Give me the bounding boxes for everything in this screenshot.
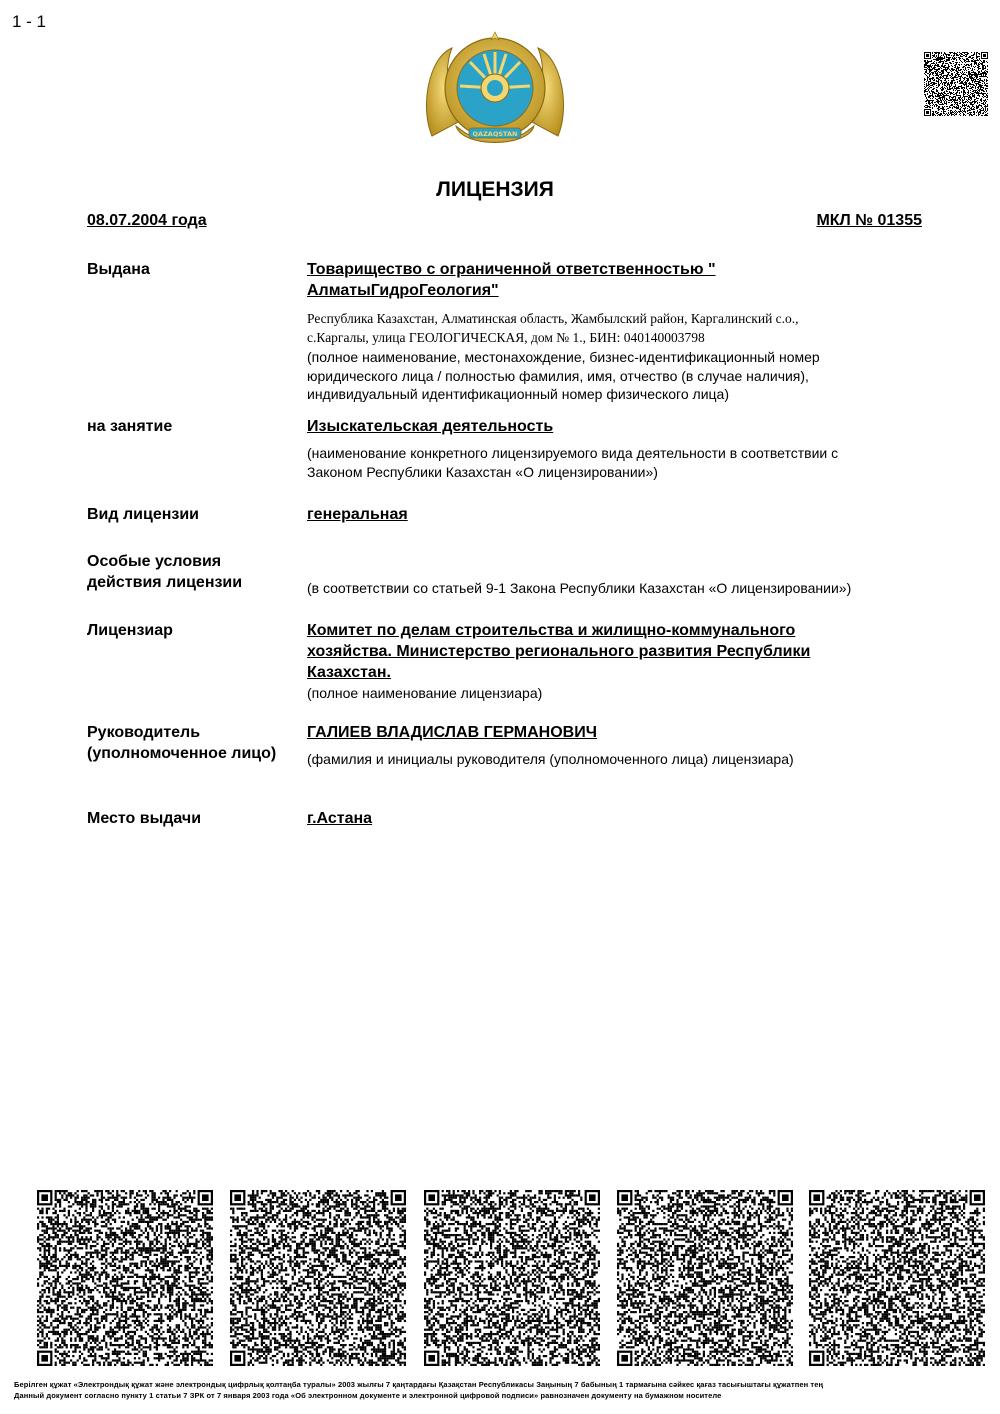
qr-code-icon — [230, 1190, 406, 1366]
activity-value: Изыскательская деятельность — [307, 418, 554, 435]
page-counter: 1 - 1 — [12, 12, 47, 31]
activity-note-line1: (наименование конкретного лицензируемого вида деятельности в соответствии с — [307, 445, 839, 461]
document-title: ЛИЦЕНЗИЯ — [436, 178, 554, 201]
head-value: ГАЛИЕВ ВЛАДИСЛАВ ГЕРМАНОВИЧ — [307, 724, 597, 741]
qr-code-icon — [809, 1190, 985, 1366]
special-conditions-label-line1: Особые условия — [87, 553, 222, 570]
licensor-value-line3: Казахстан. — [307, 664, 391, 681]
address-line1: Республика Казахстан, Алматинская область, Жамбылский район, Каргалинский с.о., — [307, 311, 799, 326]
licensor-value-line2: хозяйства. Министерство регионального развития Республики — [307, 643, 811, 660]
issued-to-value-line2: АлматыГидроГеология" — [307, 282, 499, 299]
issued-to-value-line1: Товарищество с ограниченной ответственностью " — [307, 261, 716, 278]
activity-note-line2: Законом Республики Казахстан «О лицензировании») — [307, 463, 658, 480]
license-number: МКЛ № 01355 — [816, 212, 922, 229]
special-conditions-label — [87, 551, 242, 593]
head-label-line2: (уполномоченное лицо) — [87, 745, 277, 762]
issue-date: 08.07.2004 года — [87, 212, 207, 229]
issued-to-note-line2: юридического лица / полностью фамилия, имя, отчество (в случае наличия), — [307, 367, 809, 384]
special-conditions-note: (в соответствии со статьей 9-1 Закона Республики Казахстан «О лицензировании») — [307, 580, 852, 596]
activity-label: на занятие — [87, 418, 173, 435]
footer-line-russian: Данный документ согласно пункту 1 статьи 7 ЗРК от 7 января 2003 года «Об электронном документе и электронной цифровой подписи» равнозначен документу на бумажном носителе — [14, 1391, 722, 1400]
qr-code-row — [37, 1190, 987, 1366]
license-type-label: Вид лицензии — [87, 506, 200, 523]
state-emblem-icon — [422, 28, 568, 156]
qr-code-icon — [924, 52, 988, 116]
issued-to-address — [307, 309, 917, 347]
special-conditions-label-line2: действия лицензии — [87, 574, 243, 591]
qr-code-icon — [37, 1190, 213, 1366]
qr-code-icon — [617, 1190, 793, 1366]
place-value: г.Астана — [307, 810, 373, 827]
licensor-value — [307, 620, 907, 683]
issued-to-note-line3: индивидуальный идентификационный номер физического лица) — [307, 386, 729, 402]
licensor-label: Лицензиар — [87, 622, 173, 639]
footer-line-kazakh: Берілген құжат «Электрондық құжат және электрондық цифрлық қолтаңба туралы» 2003 жылғы 7 қаңтардағы Қазақстан Республикасы Заңының 7 бабының 1 тармағына сәйкес қағаз тасығыштағы құжатпен тең — [14, 1380, 824, 1389]
head-label — [87, 722, 276, 764]
qr-code-icon — [424, 1190, 600, 1366]
licensor-value-line1: Комитет по делам строительства и жилищно-коммунального — [307, 622, 796, 639]
head-note: (фамилия и инициалы руководителя (уполномоченного лица) лицензиара) — [307, 751, 794, 767]
license-type-value: генеральная — [307, 506, 408, 523]
svg-text:QAZAQSTAN: QAZAQSTAN — [472, 130, 518, 138]
issued-to-note — [307, 348, 917, 404]
issued-to-label: Выдана — [87, 261, 150, 278]
place-label: Место выдачи — [87, 810, 202, 827]
activity-note — [307, 444, 917, 481]
issued-to-value — [307, 259, 907, 301]
head-label-line1: Руководитель — [87, 724, 201, 741]
issued-to-note-line1: (полное наименование, местонахождение, бизнес-идентификационный номер — [307, 349, 820, 365]
licensor-note: (полное наименование лицензиара) — [307, 685, 543, 701]
address-line2: с.Каргалы, улица ГЕОЛОГИЧЕСКАЯ, дом № 1., БИН: 040140003798 — [307, 330, 705, 345]
